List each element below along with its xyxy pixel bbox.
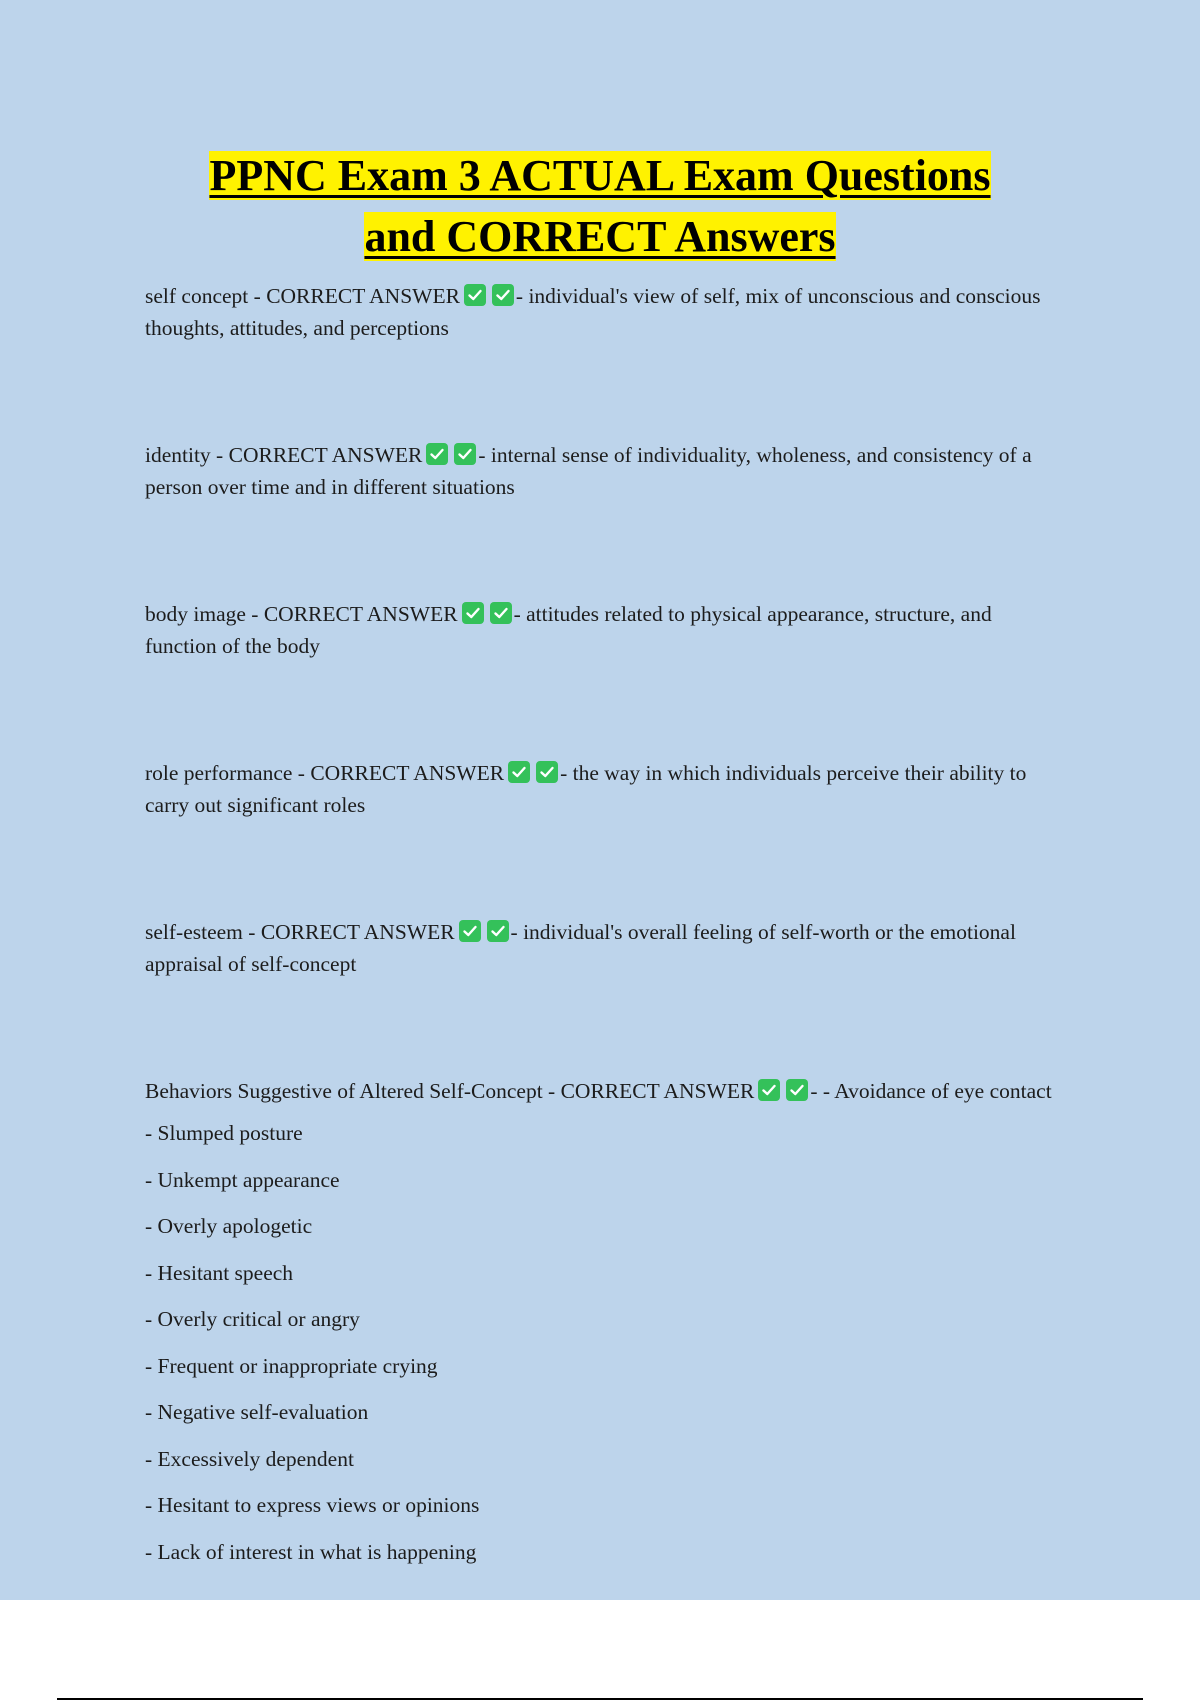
title-line-2: and CORRECT Answers [364,212,836,261]
check-mark-icon [536,761,558,783]
question-term: body image - [145,602,264,626]
qa-entry [145,439,1065,503]
check-mark-icon [462,602,484,624]
check-mark-icon [786,1079,808,1101]
qa-entry [145,916,1065,980]
qa-text [145,757,1065,821]
check-mark-icon [490,602,512,624]
correct-answer-label: CORRECT ANSWER [310,761,505,785]
qa-text [145,916,1065,980]
list-item: - Overly apologetic [145,1214,313,1238]
correct-answer-label: CORRECT ANSWER [263,602,458,626]
list-item: - Frequent or inappropriate crying [145,1353,438,1378]
answer-text: - internal sense of individuality, wholeness, and consistency of a person over time and in different situations [145,443,1032,499]
qa-text [145,598,1065,662]
question-term: Behaviors Suggestive of Altered Self-Concept - [145,1079,561,1103]
list-item: - Excessively dependent [145,1446,354,1471]
qa-entry [145,598,1065,662]
correct-answer-label: CORRECT ANSWER [266,284,460,308]
correct-answer-label: CORRECT ANSWER [260,920,455,944]
qa-text [145,1075,1065,1107]
check-mark-icon [492,284,514,306]
check-mark-icon [464,284,486,306]
answer-text: - attitudes related to physical appearance, structure, and function of the body [145,602,992,658]
list-item: - Hesitant speech [145,1260,294,1285]
check-mark-icon [758,1079,780,1101]
title-line-1: PPNC Exam 3 ACTUAL Exam Questions [209,151,991,200]
list-item: - Unkempt appearance [145,1167,340,1192]
list-item: - Slumped posture [145,1121,303,1145]
bullet-list [145,1117,1065,1568]
correct-answer-label: CORRECT ANSWER [560,1079,755,1103]
question-term: identity - [145,443,229,467]
answer-text: - individual's view of self, mix of unconscious and conscious thoughts, attitudes, and perceptions [145,284,1041,340]
page-title [0,145,1200,267]
check-mark-icon [487,920,509,942]
check-mark-icon [426,443,448,465]
qa-entry [145,280,1065,344]
answer-text: - the way in which individuals perceive their ability to carry out significant roles [145,761,1027,817]
qa-entry [145,757,1065,821]
check-mark-icon [459,920,481,942]
correct-answer-label: CORRECT ANSWER [228,443,423,467]
answer-text: - - Avoidance of eye contact [810,1079,1052,1103]
question-term: role performance - [145,761,311,785]
qa-list [145,280,1065,1582]
qa-text [145,439,1065,503]
question-term: self concept - [145,284,267,308]
list-item: - Overly critical or angry [145,1307,360,1331]
qa-entry [145,1075,1065,1568]
qa-text [145,280,1065,344]
list-item: - Lack of interest in what is happening [145,1539,477,1564]
question-term: self-esteem - [145,920,261,944]
list-item: - Hesitant to express views or opinions [145,1493,480,1517]
check-mark-icon [454,443,476,465]
list-item: - Negative self-evaluation [145,1400,369,1424]
answer-text: - individual's overall feeling of self-worth or the emotional appraisal of self-concept [145,920,1016,976]
check-mark-icon [508,761,530,783]
